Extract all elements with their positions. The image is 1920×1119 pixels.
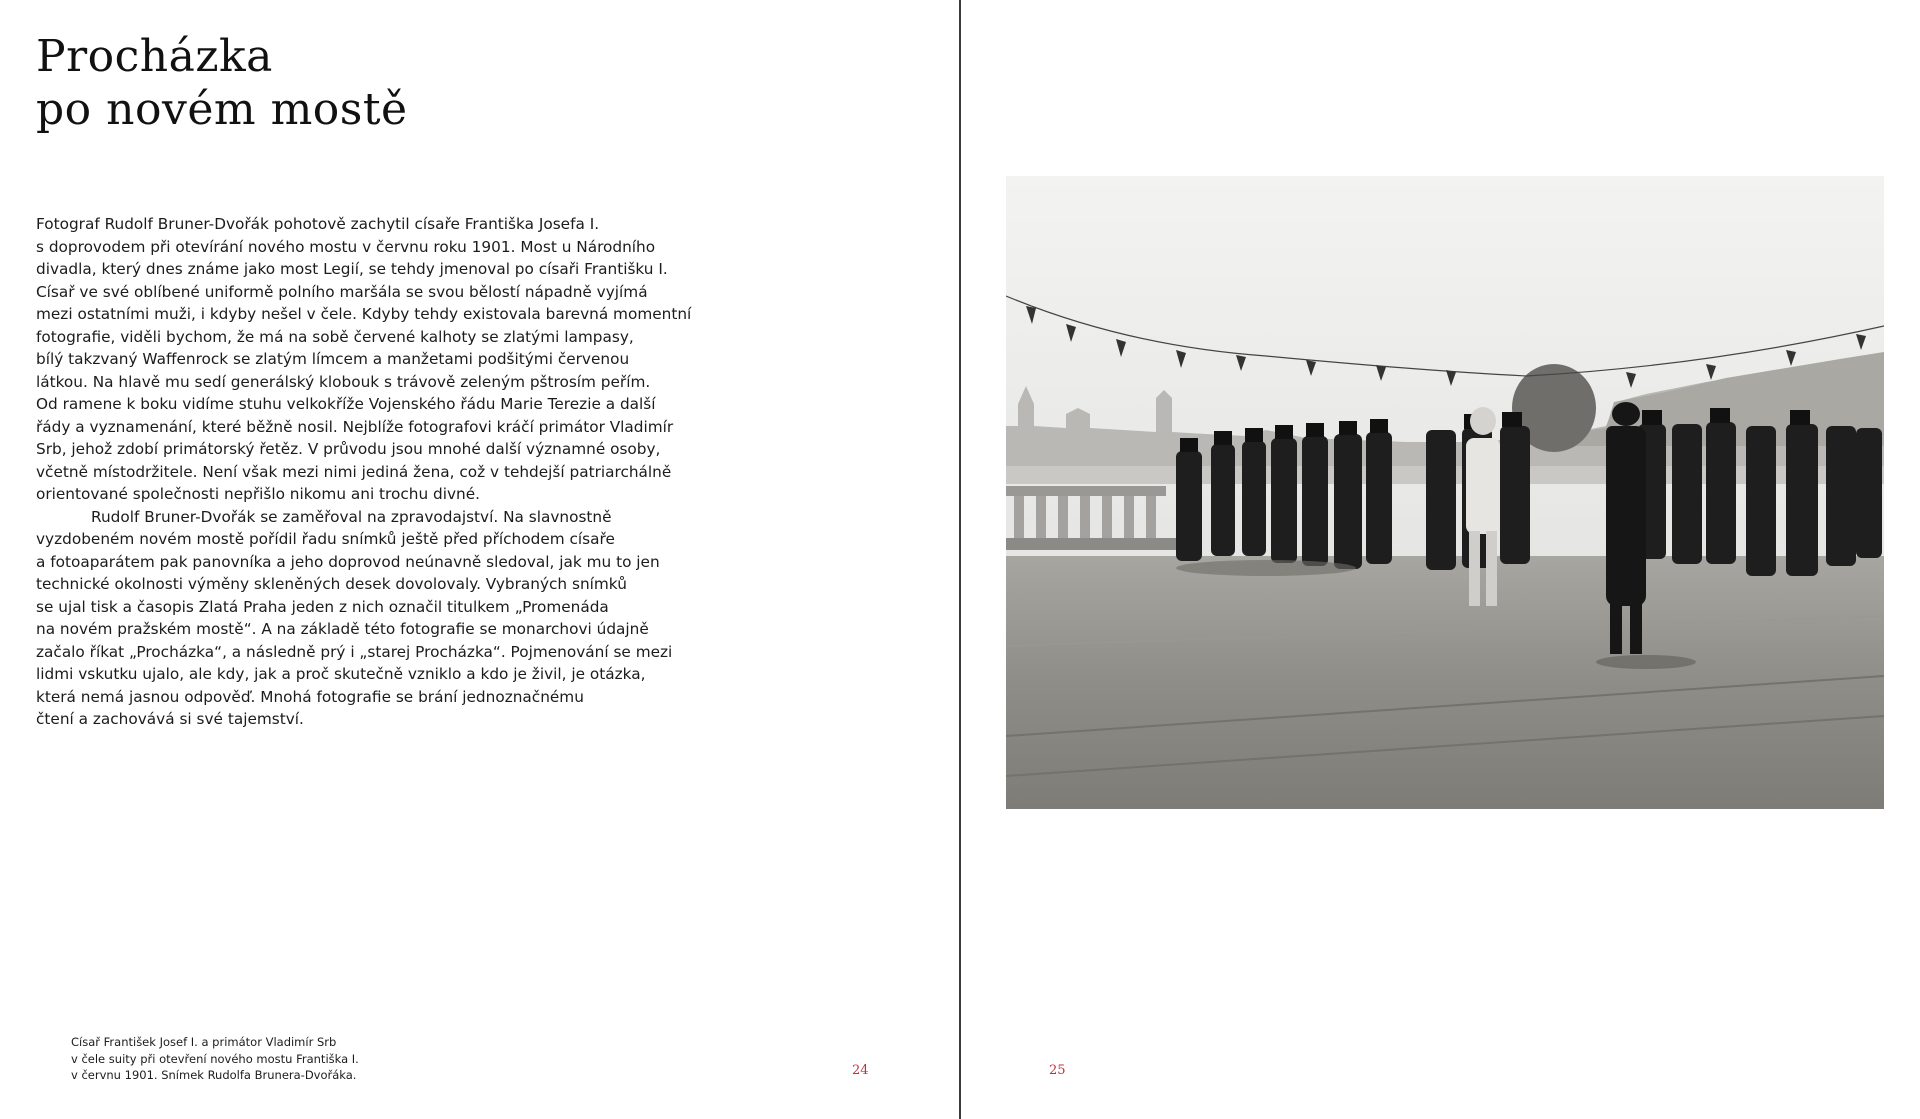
body-line: Rudolf Bruner-Dvořák se zaměřoval na zpravodajství. Na slavnostně <box>91 507 612 526</box>
body-line: s doprovodem při otevírání nového mostu v červnu roku 1901. Most u Národního <box>36 237 656 256</box>
body-line: začalo říkat „Procházka“, a následně prý i „starej Procházka“. Pojmenování se mezi <box>36 642 673 661</box>
body-line: fotografie, viděli bychom, že má na sobě červené kalhoty se zlatými lampasy, <box>36 327 634 346</box>
body-line: technické okolnosti výměny skleněných desek dovolovaly. Vybraných snímků <box>36 575 627 593</box>
body-line: na novém pražském mostě“. A na základě této fotografie se monarchovi údajně <box>36 620 649 638</box>
caption-line: Císař František Josef I. a primátor Vladimír Srb <box>71 1035 337 1049</box>
body-line: vyzdobeném novém mostě pořídil řadu snímků ještě před příchodem císaře <box>36 530 615 548</box>
body-line: Císař ve své oblíbené uniformě polního maršála se svou bělostí nápadně vyjímá <box>36 282 648 301</box>
body-text <box>36 213 692 731</box>
page-number-right: 25 <box>1049 1063 1066 1078</box>
body-line: se ujal tisk a časopis Zlatá Praha jeden z nich označil titulkem „Promenáda <box>36 597 609 616</box>
body-line: látkou. Na hlavě mu sedí generálský klobouk s trávově zeleným pštrosím peřím. <box>36 372 651 391</box>
body-line: Od ramene k boku vidíme stuhu velkokříže Vojenského řádu Marie Terezie a další <box>36 395 656 413</box>
body-line: mezi ostatními muži, i kdyby nešel v čele. Kdyby tehdy existovala barevná momentní <box>36 305 692 323</box>
body-line: která nemá jasnou odpověď. Mnohá fotografie se brání jednoznačnému <box>36 687 584 706</box>
body-line: lidmi vskutku ujalo, ale kdy, jak a proč skutečně vzniklo a kdo je živil, je otázka, <box>36 665 646 683</box>
photo-caption <box>71 1034 359 1084</box>
left-page <box>0 0 959 1119</box>
page-title <box>36 30 408 136</box>
body-line: čtení a zachovává si své tajemství. <box>36 710 304 728</box>
body-line: řády a vyznamenání, které běžně nosil. Nejblíže fotografovi kráčí primátor Vladimír <box>36 417 674 436</box>
body-line: Fotograf Rudolf Bruner-Dvořák pohotově zachytil císaře Františka Josefa I. <box>36 215 600 233</box>
body-line: bílý takzvaný Waffenrock se zlatým límcem a manžetami podšitými červenou <box>36 350 630 368</box>
historical-photograph <box>1006 176 1884 809</box>
title-line: Procházka <box>36 31 273 82</box>
page-number-left: 24 <box>852 1063 869 1078</box>
body-line: orientované společnosti nepřišlo nikomu ani trochu divné. <box>36 485 481 503</box>
caption-line: v čele suity při otevření nového mostu Františka I. <box>71 1051 359 1066</box>
body-line: včetně místodržitele. Není však mezi nimi jediná žena, což v tehdejší patriarchálně <box>36 462 672 481</box>
caption-line: v červnu 1901. Snímek Rudolfa Brunera-Dvořáka. <box>71 1068 357 1082</box>
right-page <box>961 0 1920 1119</box>
body-line: a fotoaparátem pak panovníka a jeho doprovod neúnavně sledoval, jak mu to jen <box>36 552 660 571</box>
body-line: Srb, jehož zdobí primátorský řetěz. V průvodu jsou mnohé další významné osoby, <box>36 440 661 458</box>
body-line: divadla, který dnes známe jako most Legií, se tehdy jmenoval po císaři Františku I. <box>36 260 668 278</box>
title-line: po novém mostě <box>36 84 408 135</box>
